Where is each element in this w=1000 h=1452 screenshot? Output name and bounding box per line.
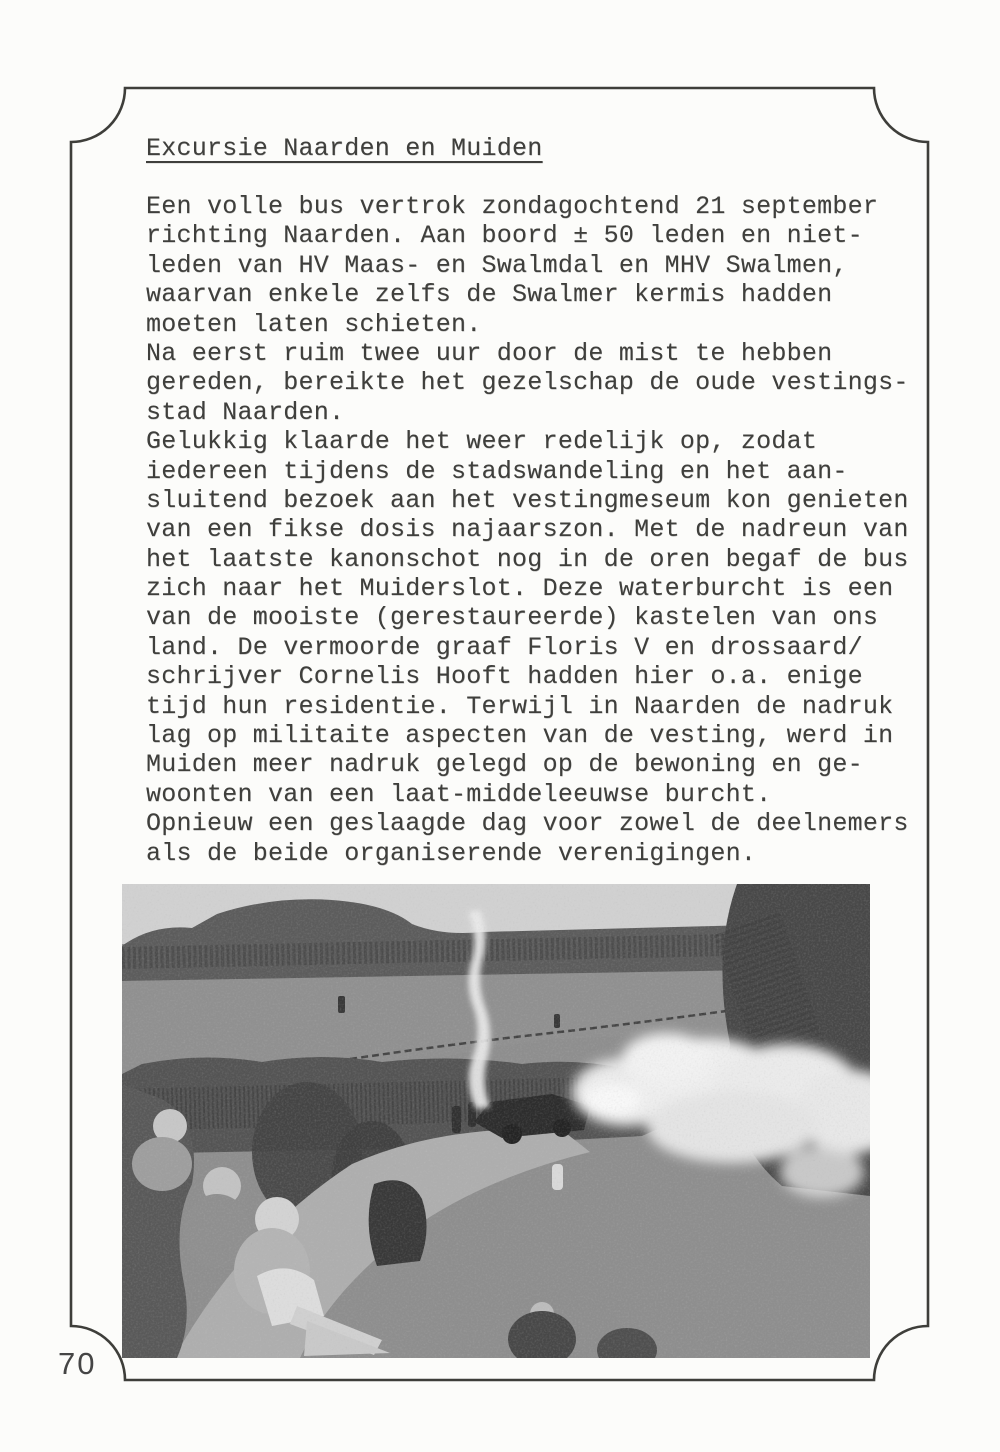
article-line: zich naar het Muiderslot. Deze waterburcht is een [146, 574, 894, 604]
article-line: schrijver Cornelis Hooft hadden hier o.a. enige [146, 662, 863, 692]
article-line: gereden, bereikte het gezelschap de oude vestings- [146, 368, 909, 398]
excursion-photo [122, 884, 870, 1358]
article-line: Een volle bus vertrok zondagochtend 21 september [146, 192, 879, 221]
article-line: Opnieuw een geslaagde dag voor zowel de deelnemers [146, 809, 909, 839]
article-line: als de beide organiserende verenigingen. [146, 838, 757, 868]
article-line: sluitend bezoek aan het vestingmeseum kon genieten [146, 485, 909, 515]
article-line: stad Naarden. [146, 397, 345, 427]
article-line: woonten van een laat-middeleeuwse burcht. [146, 779, 772, 809]
article-line: Muiden meer nadruk gelegd op de bewoning en ge- [146, 750, 863, 780]
page-number: 70 [58, 1346, 97, 1381]
article-line: Na eerst ruim twee uur door de mist te hebben [146, 338, 833, 368]
article-line: iedereen tijdens de stadswandeling en het aan- [146, 456, 848, 486]
article-body [146, 192, 909, 868]
article-line: van de mooiste (gerestaureerde) kastelen van ons [146, 603, 879, 633]
article-title: Excursie Naarden en Muiden [146, 134, 543, 163]
article-line: Gelukkig klaarde het weer redelijk op, zodat [146, 427, 818, 457]
article-line: van een fikse dosis najaarszon. Met de nadreun van [146, 515, 909, 545]
article-line: tijd hun residentie. Terwijl in Naarden de nadruk [146, 691, 894, 721]
article-line: richting Naarden. Aan boord ± 50 leden en niet- [146, 221, 863, 251]
article-line: lag op militaite aspecten van de vesting, werd in [146, 721, 894, 751]
article-line: waarvan enkele zelfs de Swalmer kermis hadden [146, 280, 833, 310]
article-line: moeten laten schieten. [146, 309, 482, 339]
photo-grain [122, 884, 870, 1358]
article-line: leden van HV Maas- en Swalmdal en MHV Swalmen, [146, 250, 848, 280]
article-line: het laatste kanonschot nog in de oren begaf de bus [146, 544, 909, 574]
article-line: land. De vermoorde graaf Floris V en drossaard/ [146, 632, 863, 662]
